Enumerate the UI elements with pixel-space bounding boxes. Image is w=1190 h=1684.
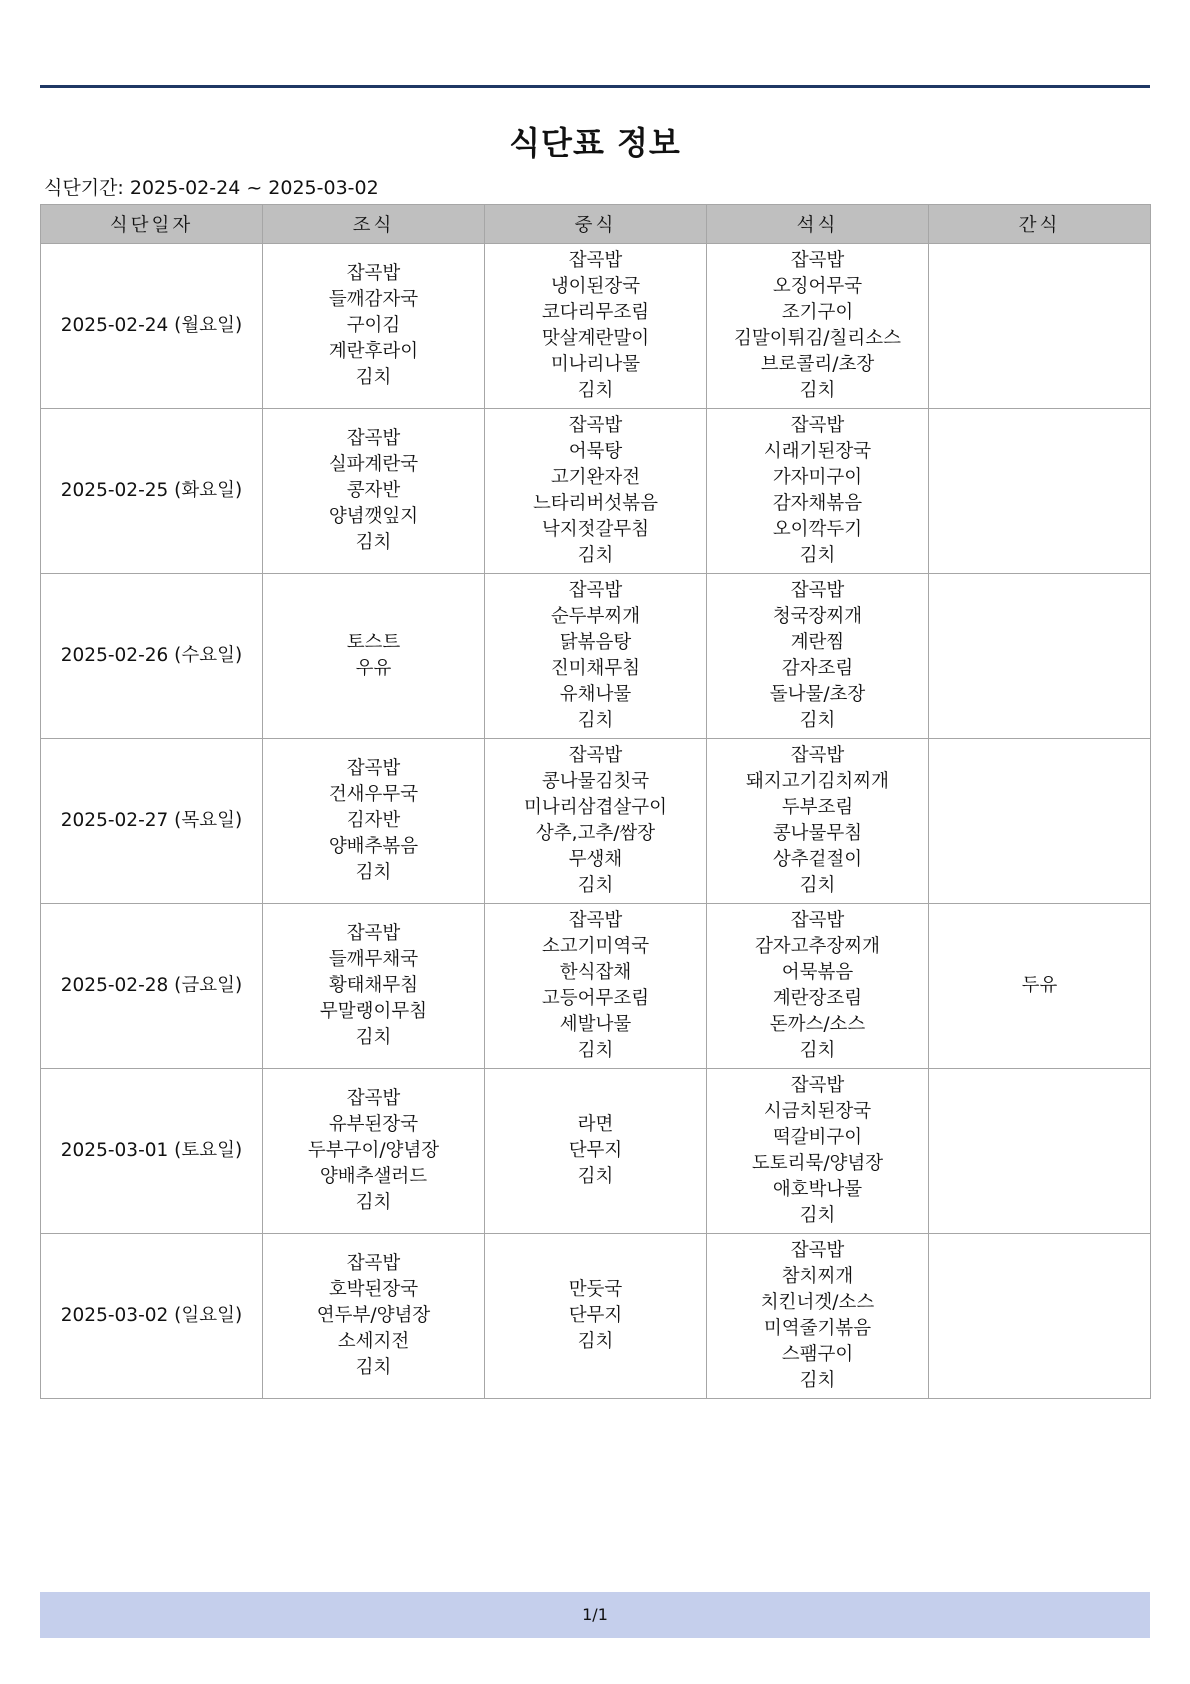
header-breakfast: 조식 (263, 205, 485, 244)
dinner-cell (707, 574, 929, 739)
dish-item: 조기구이 (781, 302, 854, 323)
dish-item: 감자고추장찌개 (754, 936, 881, 957)
dish-item: 잡곡밥 (790, 415, 845, 436)
dish-item: 잡곡밥 (568, 745, 623, 766)
dish-item: 순두부찌개 (550, 606, 641, 627)
dish-item: 낙지젓갈무침 (541, 519, 650, 540)
dish-item: 김치 (355, 862, 392, 883)
date-cell: 2025-02-27 (목요일) (41, 739, 263, 904)
dish-item: 고등어무조림 (541, 988, 650, 1009)
table-row (41, 1069, 1151, 1234)
dinner-cell (707, 409, 929, 574)
dish-item: 돼지고기김치찌개 (746, 771, 889, 792)
dish-item: 양념깻잎지 (328, 506, 419, 527)
dish-item: 단무지 (568, 1305, 623, 1326)
dish-item: 오징어무국 (772, 276, 863, 297)
dish-item: 구이김 (346, 315, 401, 336)
dish-item: 김치 (799, 1040, 836, 1061)
lunch-cell (485, 739, 707, 904)
dish-item: 김치 (355, 1027, 392, 1048)
dish-item: 잡곡밥 (346, 263, 401, 284)
table-header-row (41, 205, 1151, 244)
lunch-cell (485, 409, 707, 574)
dish-item: 계란찜 (790, 632, 845, 653)
dish-item: 김치 (799, 875, 836, 896)
dish-item: 김치 (577, 1040, 614, 1061)
dish-item: 느타리버섯볶음 (532, 493, 659, 514)
table-row (41, 244, 1151, 409)
dish-item: 무생채 (568, 849, 623, 870)
header-dinner: 석식 (707, 205, 929, 244)
dish-item: 잡곡밥 (346, 428, 401, 449)
dish-item: 치킨너겟/소스 (760, 1292, 875, 1313)
lunch-cell (485, 904, 707, 1069)
lunch-cell (485, 244, 707, 409)
lunch-cell (485, 574, 707, 739)
dish-item: 냉이된장국 (550, 276, 641, 297)
breakfast-cell (263, 1069, 485, 1234)
date-cell: 2025-02-24 (월요일) (41, 244, 263, 409)
dish-item: 김치 (577, 380, 614, 401)
dish-item: 잡곡밥 (346, 1253, 401, 1274)
menu-period: 식단기간: 2025-02-24 ~ 2025-03-02 (44, 177, 379, 199)
breakfast-cell (263, 244, 485, 409)
menu-table (40, 204, 1151, 1399)
snack-cell (929, 1069, 1151, 1234)
snack-cell (929, 574, 1151, 739)
dish-item: 호박된장국 (328, 1279, 419, 1300)
dish-item: 양배추볶음 (328, 836, 419, 857)
dish-item: 시금치된장국 (763, 1101, 872, 1122)
dish-item: 상추겉절이 (772, 849, 863, 870)
dish-item: 건새우무국 (328, 784, 419, 805)
page-number: 1/1 (582, 1605, 608, 1624)
dish-item: 연두부/양념장 (316, 1305, 431, 1326)
dish-item: 잡곡밥 (790, 1240, 845, 1261)
dinner-cell (707, 739, 929, 904)
date-cell: 2025-03-01 (토요일) (41, 1069, 263, 1234)
dish-item: 김치 (799, 1205, 836, 1226)
dish-item: 감자채볶음 (772, 493, 863, 514)
dish-item: 계란장조림 (772, 988, 863, 1009)
lunch-cell (485, 1069, 707, 1234)
header-snack: 간식 (929, 205, 1151, 244)
dish-item: 미나리삼겹살구이 (524, 797, 667, 818)
dish-item: 미역줄기볶음 (763, 1318, 872, 1339)
dish-item: 어묵볶음 (781, 962, 854, 983)
breakfast-cell (263, 574, 485, 739)
dish-item: 잡곡밥 (790, 910, 845, 931)
snack-cell (929, 244, 1151, 409)
dish-item: 잡곡밥 (568, 415, 623, 436)
dish-item: 돌나물/초장 (769, 684, 866, 705)
dish-item: 김치 (355, 367, 392, 388)
snack-cell (929, 409, 1151, 574)
dish-item: 한식잡채 (559, 962, 632, 983)
dish-item: 잡곡밥 (568, 250, 623, 271)
dish-item: 콩나물무침 (772, 823, 863, 844)
page-title: 식단표 정보 (509, 124, 681, 162)
table-row (41, 409, 1151, 574)
dish-item: 들깨감자국 (328, 289, 419, 310)
header-lunch: 중식 (485, 205, 707, 244)
dish-item: 김치 (355, 1192, 392, 1213)
dish-item: 김치 (577, 1166, 614, 1187)
dish-item: 라면 (577, 1114, 614, 1135)
dish-item: 잡곡밥 (790, 250, 845, 271)
dish-item: 두부조림 (781, 797, 854, 818)
dish-item: 참치찌개 (781, 1266, 854, 1287)
dish-item: 김치 (799, 380, 836, 401)
dish-item: 들깨무채국 (328, 949, 419, 970)
dish-item: 브로콜리/초장 (760, 354, 875, 375)
dinner-cell (707, 904, 929, 1069)
dish-item: 두유 (1021, 975, 1058, 996)
table-body (41, 244, 1151, 1399)
dish-item: 무말랭이무침 (319, 1001, 428, 1022)
dish-item: 어묵탕 (568, 441, 623, 462)
dish-item: 두부구이/양념장 (307, 1140, 440, 1161)
lunch-cell (485, 1234, 707, 1399)
table-row (41, 739, 1151, 904)
date-cell: 2025-02-26 (수요일) (41, 574, 263, 739)
dish-item: 김치 (355, 1357, 392, 1378)
dish-item: 애호박나물 (772, 1179, 863, 1200)
dinner-cell (707, 1069, 929, 1234)
header-rule (40, 85, 1150, 88)
dinner-cell (707, 244, 929, 409)
dish-item: 단무지 (568, 1140, 623, 1161)
dish-item: 닭볶음탕 (559, 632, 632, 653)
dish-item: 맛살계란말이 (541, 328, 650, 349)
dish-item: 잡곡밥 (346, 758, 401, 779)
dish-item: 돈까스/소스 (769, 1014, 866, 1035)
table-row (41, 1234, 1151, 1399)
dish-item: 만둣국 (568, 1279, 623, 1300)
dish-item: 김치 (577, 1331, 614, 1352)
breakfast-cell (263, 739, 485, 904)
breakfast-cell (263, 904, 485, 1069)
dish-item: 상추,고추/쌈장 (535, 823, 656, 844)
breakfast-cell (263, 1234, 485, 1399)
page-footer (40, 1592, 1150, 1638)
dish-item: 김치 (577, 875, 614, 896)
dish-item: 황태채무침 (328, 975, 419, 996)
dish-item: 스팸구이 (781, 1344, 854, 1365)
dish-item: 소고기미역국 (541, 936, 650, 957)
header-date: 식단일자 (41, 205, 263, 244)
dish-item: 오이깍두기 (772, 519, 863, 540)
dish-item: 유부된장국 (328, 1114, 419, 1135)
dish-item: 고기완자전 (550, 467, 641, 488)
dish-item: 김말이튀김/칠리소스 (733, 328, 902, 349)
dish-item: 잡곡밥 (790, 580, 845, 601)
dish-item: 우유 (355, 658, 392, 679)
dish-item: 청국장찌개 (772, 606, 863, 627)
dish-item: 잡곡밥 (346, 1088, 401, 1109)
dish-item: 떡갈비구이 (772, 1127, 863, 1148)
dish-item: 유채나물 (559, 684, 632, 705)
dish-item: 잡곡밥 (346, 923, 401, 944)
date-cell: 2025-02-25 (화요일) (41, 409, 263, 574)
dish-item: 콩자반 (346, 480, 401, 501)
breakfast-cell (263, 409, 485, 574)
dish-item: 김치 (799, 545, 836, 566)
snack-cell (929, 904, 1151, 1069)
dish-item: 양배추샐러드 (319, 1166, 428, 1187)
dish-item: 김치 (577, 545, 614, 566)
dish-item: 잡곡밥 (568, 580, 623, 601)
dish-item: 잡곡밥 (568, 910, 623, 931)
dish-item: 김치 (799, 710, 836, 731)
dish-item: 시래기된장국 (763, 441, 872, 462)
dish-item: 실파계란국 (328, 454, 419, 475)
table-row (41, 574, 1151, 739)
dish-item: 소세지전 (337, 1331, 410, 1352)
dish-item: 잡곡밥 (790, 1075, 845, 1096)
snack-cell (929, 1234, 1151, 1399)
dish-item: 미나리나물 (550, 354, 641, 375)
dish-item: 코다리무조림 (541, 302, 650, 323)
dish-item: 진미채무침 (550, 658, 641, 679)
dish-item: 잡곡밥 (790, 745, 845, 766)
table-row (41, 904, 1151, 1069)
dish-item: 토스트 (346, 632, 401, 653)
date-cell: 2025-03-02 (일요일) (41, 1234, 263, 1399)
dish-item: 콩나물김칫국 (541, 771, 650, 792)
dish-item: 계란후라이 (328, 341, 419, 362)
dish-item: 김자반 (346, 810, 401, 831)
dish-item: 도토리묵/양념장 (751, 1153, 884, 1174)
snack-cell (929, 739, 1151, 904)
dish-item: 김치 (577, 710, 614, 731)
date-cell: 2025-02-28 (금요일) (41, 904, 263, 1069)
dish-item: 세발나물 (559, 1014, 632, 1035)
dish-item: 김치 (355, 532, 392, 553)
dish-item: 감자조림 (781, 658, 854, 679)
dish-item: 김치 (799, 1370, 836, 1391)
dish-item: 가자미구이 (772, 467, 863, 488)
dinner-cell (707, 1234, 929, 1399)
